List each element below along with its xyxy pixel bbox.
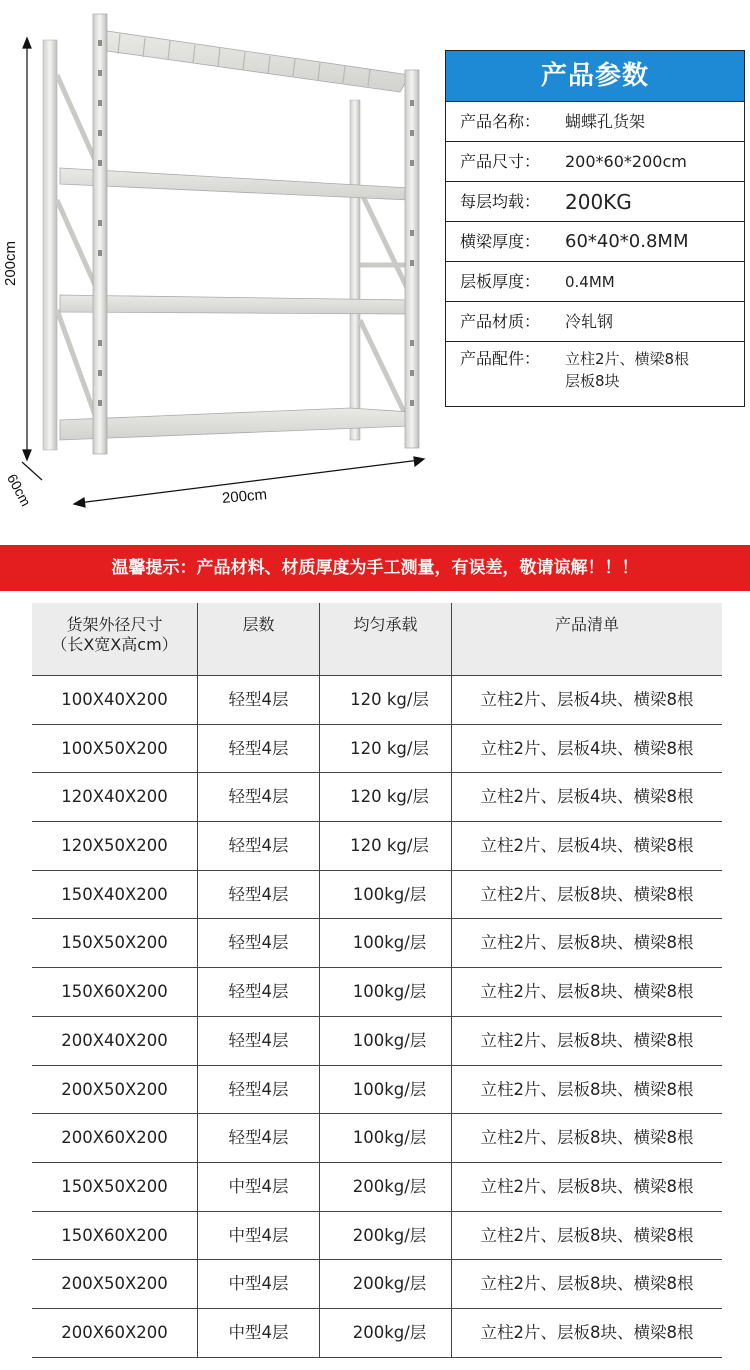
cell-load: 200kg/层 — [320, 1212, 452, 1260]
table-row — [32, 773, 722, 822]
cell-parts: 立柱2片、层板4块、横梁8根 — [480, 690, 694, 709]
cell-parts: 立柱2片、层板8块、横梁8根 — [480, 982, 694, 1002]
param-row-size — [446, 141, 744, 181]
cell-parts: 立柱2片、层板4块、横梁8根 — [480, 836, 694, 856]
spec-table — [32, 603, 722, 1358]
cell-parts: 立柱2片、层板8块、横梁8根 — [480, 933, 694, 953]
cell-size: 120X40X200 — [32, 773, 198, 821]
table-row — [32, 1163, 722, 1212]
param-key: 每层均载： — [460, 192, 541, 211]
height-dimension-label: 200cm — [2, 240, 20, 287]
cell-layers: 轻型4层 — [198, 1114, 320, 1162]
cell-parts: 立柱2片、层板4块、横梁8根 — [480, 738, 694, 758]
param-row-load — [446, 181, 744, 221]
cell-load: 100kg/层 — [320, 1066, 452, 1114]
cell-layers: 中型4层 — [198, 1309, 320, 1357]
param-value: 冷轧钢 — [565, 312, 614, 331]
cell-layers: 轻型4层 — [198, 822, 320, 870]
cell-layers: 中型4层 — [198, 1260, 320, 1308]
cell-layers: 轻型4层 — [198, 725, 320, 773]
table-row — [32, 725, 722, 774]
cell-layers: 轻型4层 — [198, 1066, 320, 1114]
cell-load: 100kg/层 — [320, 1114, 452, 1162]
table-body — [32, 676, 722, 1358]
header-load: 均匀承载 — [320, 603, 452, 675]
table-row — [32, 871, 722, 920]
cell-size: 200X50X200 — [32, 1066, 198, 1114]
table-row — [32, 1212, 722, 1261]
header-size-line2: （长X宽X高cm） — [51, 635, 178, 654]
param-row-beam — [446, 221, 744, 261]
cell-layers: 轻型4层 — [198, 919, 320, 967]
cell-size: 200X60X200 — [32, 1309, 198, 1357]
param-key: 层板厚度： — [460, 272, 541, 291]
table-row — [32, 822, 722, 871]
param-value: 0.4MM — [565, 273, 615, 291]
cell-size: 150X50X200 — [32, 1163, 198, 1211]
header-size — [32, 603, 198, 675]
cell-size: 150X50X200 — [32, 919, 198, 967]
cell-load: 100kg/层 — [320, 919, 452, 967]
cell-load: 200kg/层 — [320, 1309, 452, 1357]
cell-size: 200X40X200 — [32, 1017, 198, 1065]
cell-layers: 轻型4层 — [198, 871, 320, 919]
cell-load: 200kg/层 — [320, 1260, 452, 1308]
table-row — [32, 1066, 722, 1115]
cell-size: 150X40X200 — [32, 871, 198, 919]
cell-parts: 立柱2片、层板8块、横梁8根 — [480, 884, 694, 904]
param-key: 横梁厚度： — [460, 232, 541, 251]
param-value — [565, 342, 689, 392]
table-header — [32, 603, 722, 676]
params-title: 产品参数 — [446, 51, 744, 101]
cell-size: 200X50X200 — [32, 1260, 198, 1308]
header-size-line1: 货架外径尺寸 — [66, 615, 163, 634]
cell-size: 150X60X200 — [32, 968, 198, 1016]
cell-layers: 轻型4层 — [198, 968, 320, 1016]
param-value: 200*60*200cm — [565, 152, 687, 171]
param-row-board — [446, 261, 744, 301]
cell-layers: 中型4层 — [198, 1163, 320, 1211]
param-key: 产品材质： — [460, 312, 541, 331]
table-row — [32, 968, 722, 1017]
header-layers: 层数 — [198, 603, 320, 675]
cell-parts: 立柱2片、层板8块、横梁8根 — [480, 1128, 694, 1148]
cell-layers: 轻型4层 — [198, 676, 320, 724]
param-value: 200KG — [565, 190, 632, 214]
shelf-drawing — [0, 0, 440, 530]
table-row — [32, 919, 722, 968]
cell-load: 120 kg/层 — [320, 773, 452, 821]
param-value-line: 立柱2片、横梁8根 — [565, 350, 690, 368]
cell-layers: 轻型4层 — [198, 1017, 320, 1065]
product-params-panel — [445, 50, 745, 407]
param-key: 产品配件： — [460, 349, 541, 368]
param-value: 60*40*0.8MM — [565, 231, 689, 252]
cell-size: 120X50X200 — [32, 822, 198, 870]
cell-parts: 立柱2片、层板8块、横梁8根 — [480, 1225, 694, 1245]
notice-banner: 温馨提示：产品材料、材质厚度为手工测量，有误差，敬请谅解！！！ — [0, 545, 750, 591]
cell-parts: 立柱2片、层板8块、横梁8根 — [480, 1030, 694, 1050]
cell-load: 120 kg/层 — [320, 822, 452, 870]
cell-load: 200kg/层 — [320, 1163, 452, 1211]
table-row — [32, 1260, 722, 1309]
cell-size: 100X50X200 — [32, 725, 198, 773]
cell-load: 100kg/层 — [320, 871, 452, 919]
table-row — [32, 676, 722, 725]
cell-size: 150X60X200 — [32, 1212, 198, 1260]
cell-layers: 中型4层 — [198, 1212, 320, 1260]
shelf-illustration — [0, 0, 440, 530]
param-value-line: 层板8块 — [565, 372, 620, 390]
cell-load: 120 kg/层 — [320, 676, 452, 724]
param-key: 产品尺寸： — [460, 152, 541, 171]
cell-load: 100kg/层 — [320, 1017, 452, 1065]
depth-dimension-label: 60cm — [4, 471, 35, 509]
cell-size: 200X60X200 — [32, 1114, 198, 1162]
param-row-name — [446, 101, 744, 141]
cell-parts: 立柱2片、层板8块、横梁8根 — [480, 1079, 694, 1099]
cell-layers: 轻型4层 — [198, 773, 320, 821]
table-row — [32, 1017, 722, 1066]
table-row — [32, 1309, 722, 1358]
param-row-material — [446, 301, 744, 341]
cell-load: 100kg/层 — [320, 968, 452, 1016]
param-value: 蝴蝶孔货架 — [565, 112, 646, 131]
param-row-parts — [446, 341, 744, 406]
cell-parts: 立柱2片、层板4块、横梁8根 — [480, 787, 694, 807]
table-row — [32, 1114, 722, 1163]
cell-size: 100X40X200 — [32, 676, 198, 724]
param-key: 产品名称： — [460, 112, 541, 131]
cell-load: 120 kg/层 — [320, 725, 452, 773]
cell-parts: 立柱2片、层板8块、横梁8根 — [480, 1322, 694, 1342]
header-parts: 产品清单 — [554, 615, 619, 634]
cell-parts: 立柱2片、层板8块、横梁8根 — [480, 1176, 694, 1196]
width-dimension-label: 200cm — [221, 486, 268, 507]
cell-parts: 立柱2片、层板8块、横梁8根 — [480, 1274, 694, 1294]
